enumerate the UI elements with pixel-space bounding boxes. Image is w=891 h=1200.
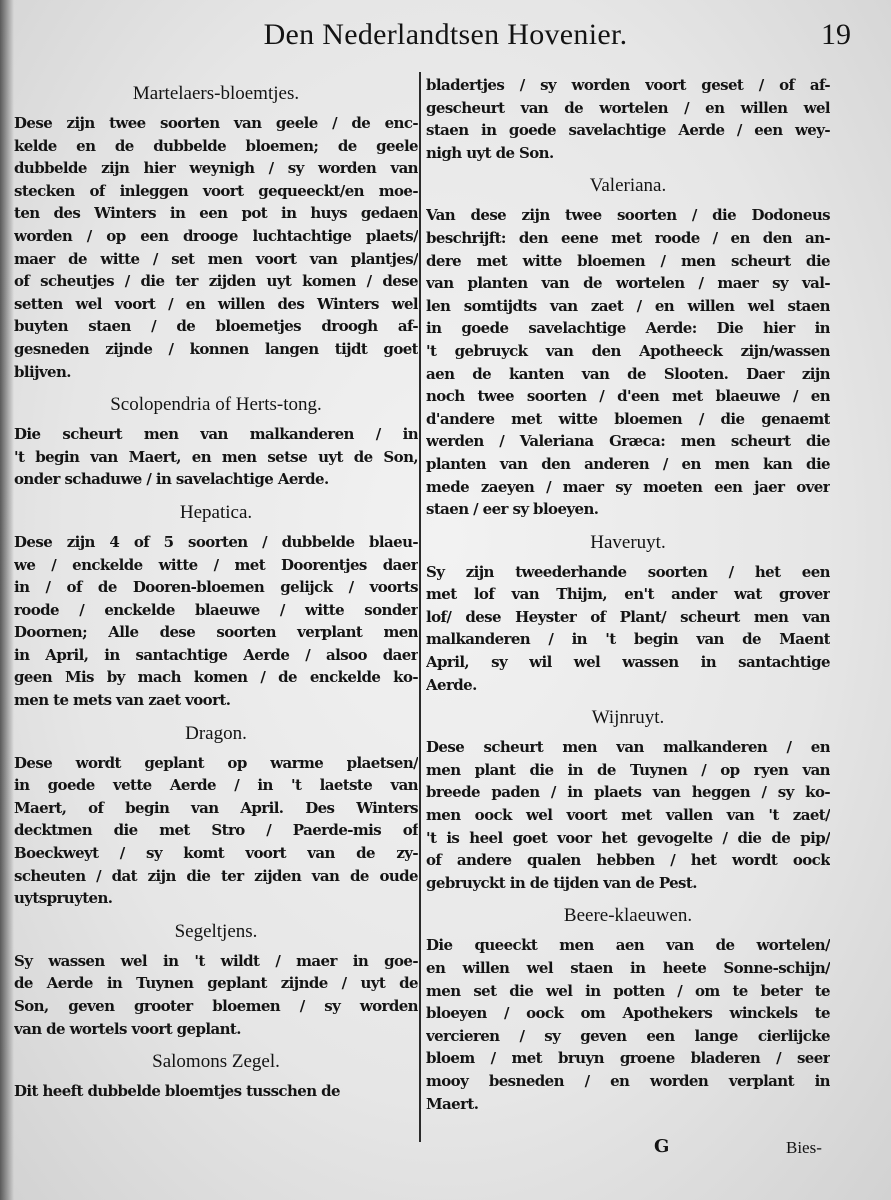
paragraph [14,112,418,383]
text-line: Boeckweyt / sy komt voort van de zy- [14,844,418,863]
paragraph [14,752,418,910]
text-line: met lof van Thijm, en't ander wat grover [426,585,830,604]
text-section [426,706,830,894]
text-section [14,501,418,712]
running-title: Den Nederlandtsen Hovenier. [263,18,628,51]
text-line: Dese zijn twee soorten van geele / de enc- [14,114,418,132]
paragraph [14,423,418,491]
text-line: men set die wel in potten / om te beter te [426,981,830,1000]
page-number: 19 [821,18,851,51]
text-line: planten van den anderen / en men kan die [426,454,830,473]
text-line: Sy wassen wel in 't wildt / maer in goe- [14,951,418,970]
text-section [14,393,418,491]
text-line: len somtijdts van zaet / en willen wel staen [426,296,830,315]
text-line: blijven. [14,362,71,381]
text-line: staen / eer sy bloeyen. [426,500,599,519]
text-line: men te mets van zaet voort. [14,691,231,710]
paragraph [14,950,418,1040]
text-section [426,904,830,1115]
text-line: geen Mis by mach komen / de enckelde ko- [14,668,418,687]
column-divider [419,72,421,1142]
text-line: onder schaduwe / in savelachtige Aerde. [14,470,329,489]
text-line: roode / enckelde blaeuwe / witte sonder [14,600,418,619]
paragraph [426,74,830,164]
text-line: April, sy wil wel wassen in santachtige [426,653,830,672]
left-column [14,74,418,1103]
text-line: uytspruyten. [14,889,113,908]
text-line: malkanderen / in 't begin van de Maent [426,630,830,649]
text-line: aen de kanten van de Slooten. Daer zijn [426,364,830,383]
text-section [14,82,418,383]
text-line: d'andere met witte bloemen / die genaemt [426,409,830,428]
section-heading: Beere-klaeuwen. [563,905,693,927]
text-section [426,531,830,697]
text-line: gesneden zijnde / konnen langen tijdt goet [14,339,418,358]
signature-mark: G [654,1136,670,1157]
text-line: Aerde. [426,675,477,694]
text-line: 't is heel goet voor het gevogelte / die de pip/ [426,828,830,847]
text-line: gebruyckt in de tijden van de Pest. [426,873,697,892]
section-heading: Wijnruyt. [591,707,665,729]
text-line: nigh uyt de Son. [426,143,554,162]
text-line: vercieren / sy geven een lange cierlijcke [426,1026,830,1045]
section-heading: Martelaers-bloemtjes. [132,83,300,104]
paragraph [426,736,830,894]
text-line: 't begin van Maert, en men setse uyt de Son, [14,447,418,466]
text-line: 't gebruyck van den Apotheeck zijn/wassen [426,341,830,360]
text-line: bloem / met bruyn groene bladeren / seer [426,1049,830,1068]
text-line: werden / Valeriana Græca: men scheurt die [426,432,830,451]
page-header [0,18,891,62]
text-line: Son, geven grooter bloemen / sy worden [14,997,418,1015]
text-line: setten wel voort / en willen des Winters wel [14,294,418,313]
text-line: men plant die in de Tuynen / op ryen van [426,760,830,779]
section-heading: Hepatica. [179,501,253,523]
text-line: kelde en de dubbelde bloemen; de geele [14,136,418,155]
section-heading: Valeriana. [589,175,667,197]
text-section [14,1050,418,1103]
text-section [14,722,418,910]
text-line: decktmen die met Stro / Paerde-mis of [14,821,418,840]
text-line: breede paden / in plaets van heggen / sy ko- [426,783,830,802]
text-line: de Aerde in Tuynen geplant zijnde / uyt de [14,974,418,993]
text-line: worden / op een drooge luchtachtige plaets/ [14,226,418,245]
text-line: we / enckelde witte / met Doorentjes daer [14,555,418,574]
text-line: in goede vette Aerde / in 't laetste van [14,776,418,795]
text-line: ten des Winters in een pot in huys gedaen [14,204,418,223]
text-line: Dit heeft dubbelde bloemtjes tusschen de [14,1082,340,1101]
text-line: Dese wordt geplant op warme plaetsen/ [14,753,418,772]
paragraph [426,934,830,1115]
section-heading: Dragon. [185,722,247,744]
section-heading: Scolopendria of Herts-tong. [110,394,322,416]
text-line: Sy zijn tweederhande soorten / het een [426,562,830,581]
text-line: Dese scheurt men van malkanderen / en [426,738,830,757]
text-line: dubbelde zijn hier weynigh / sy worden van [14,159,418,178]
text-line: lof/ dese Heyster of Plant/ scheurt men van [426,607,830,626]
text-line: dere met witte bloemen / men scheurt die [426,251,830,270]
text-line: mooy besneden / en worden verplant in [426,1071,830,1090]
text-line: in / of de Dooren-bloemen gelijck / voorts [14,578,418,597]
right-column [426,74,830,1115]
text-line: stecken of inleggen voort gequeeckt/en moe- [14,181,418,200]
text-section [426,74,830,164]
text-line: mede zaeyen / maer sy moeten een jaer over [426,477,830,496]
text-line: in goede savelachtige Aerde: Die hier in [426,319,830,338]
text-line: Van dese zijn twee soorten / die Dodoneus [426,206,830,225]
paragraph [14,531,418,712]
text-line: van planten van de wortelen / maer sy val- [426,274,830,293]
paragraph [426,204,830,520]
text-line: Dese zijn 4 of 5 soorten / dubbelde blaeu- [14,532,418,551]
paragraph [14,1080,418,1103]
text-line: noch twee soorten / d'een met blaeuwe / en [426,387,830,406]
text-line: gescheurt van de wortelen / en willen wel [426,98,830,117]
section-heading: Salomons Zegel. [152,1051,280,1073]
section-heading: Segeltjens. [174,920,258,942]
text-line: en willen wel staen in heete Sonne-schijn/ [426,959,830,977]
text-line: of scheutjes / die ter zijden uyt komen / dese [14,272,418,291]
text-line: men oock wel voort met vallen van 't zaet/ [426,806,830,825]
text-line: in April, in santachtige Aerde / alsoo daer [14,645,418,664]
catchword: Bies- [786,1138,822,1157]
text-line: van de wortels voort geplant. [14,1019,241,1038]
text-section [426,174,830,520]
text-section [14,920,418,1040]
text-line: bloeyen / oock om Apothekers winckels te [426,1004,830,1023]
text-line: Die queeckt men aen van de wortelen/ [426,936,830,955]
text-line: staen in goede savelachtige Aerde / een wey- [426,121,830,140]
paragraph [426,561,830,697]
text-line: Maert, of begin van April. Des Winters [14,798,418,817]
text-line: scheuten / dat zijn die ter zijden van de oude [14,866,418,885]
text-line: Die scheurt men van malkanderen / in [14,425,418,444]
text-line: Maert. [426,1094,479,1113]
text-line: bladertjes / sy worden voort geset / of af- [426,76,830,94]
text-line: Doornen; Alle dese soorten verplant men [14,623,418,642]
text-line: beschrijft: den eene met roode / en den an- [426,228,830,247]
text-line: buyten staen / de bloemetjes droogh af- [14,317,418,336]
section-heading: Haveruyt. [590,531,666,553]
text-line: of andere qualen hebben / het wordt oock [426,851,830,870]
text-line: maer de witte / set men voort van plantjes/ [14,249,418,268]
